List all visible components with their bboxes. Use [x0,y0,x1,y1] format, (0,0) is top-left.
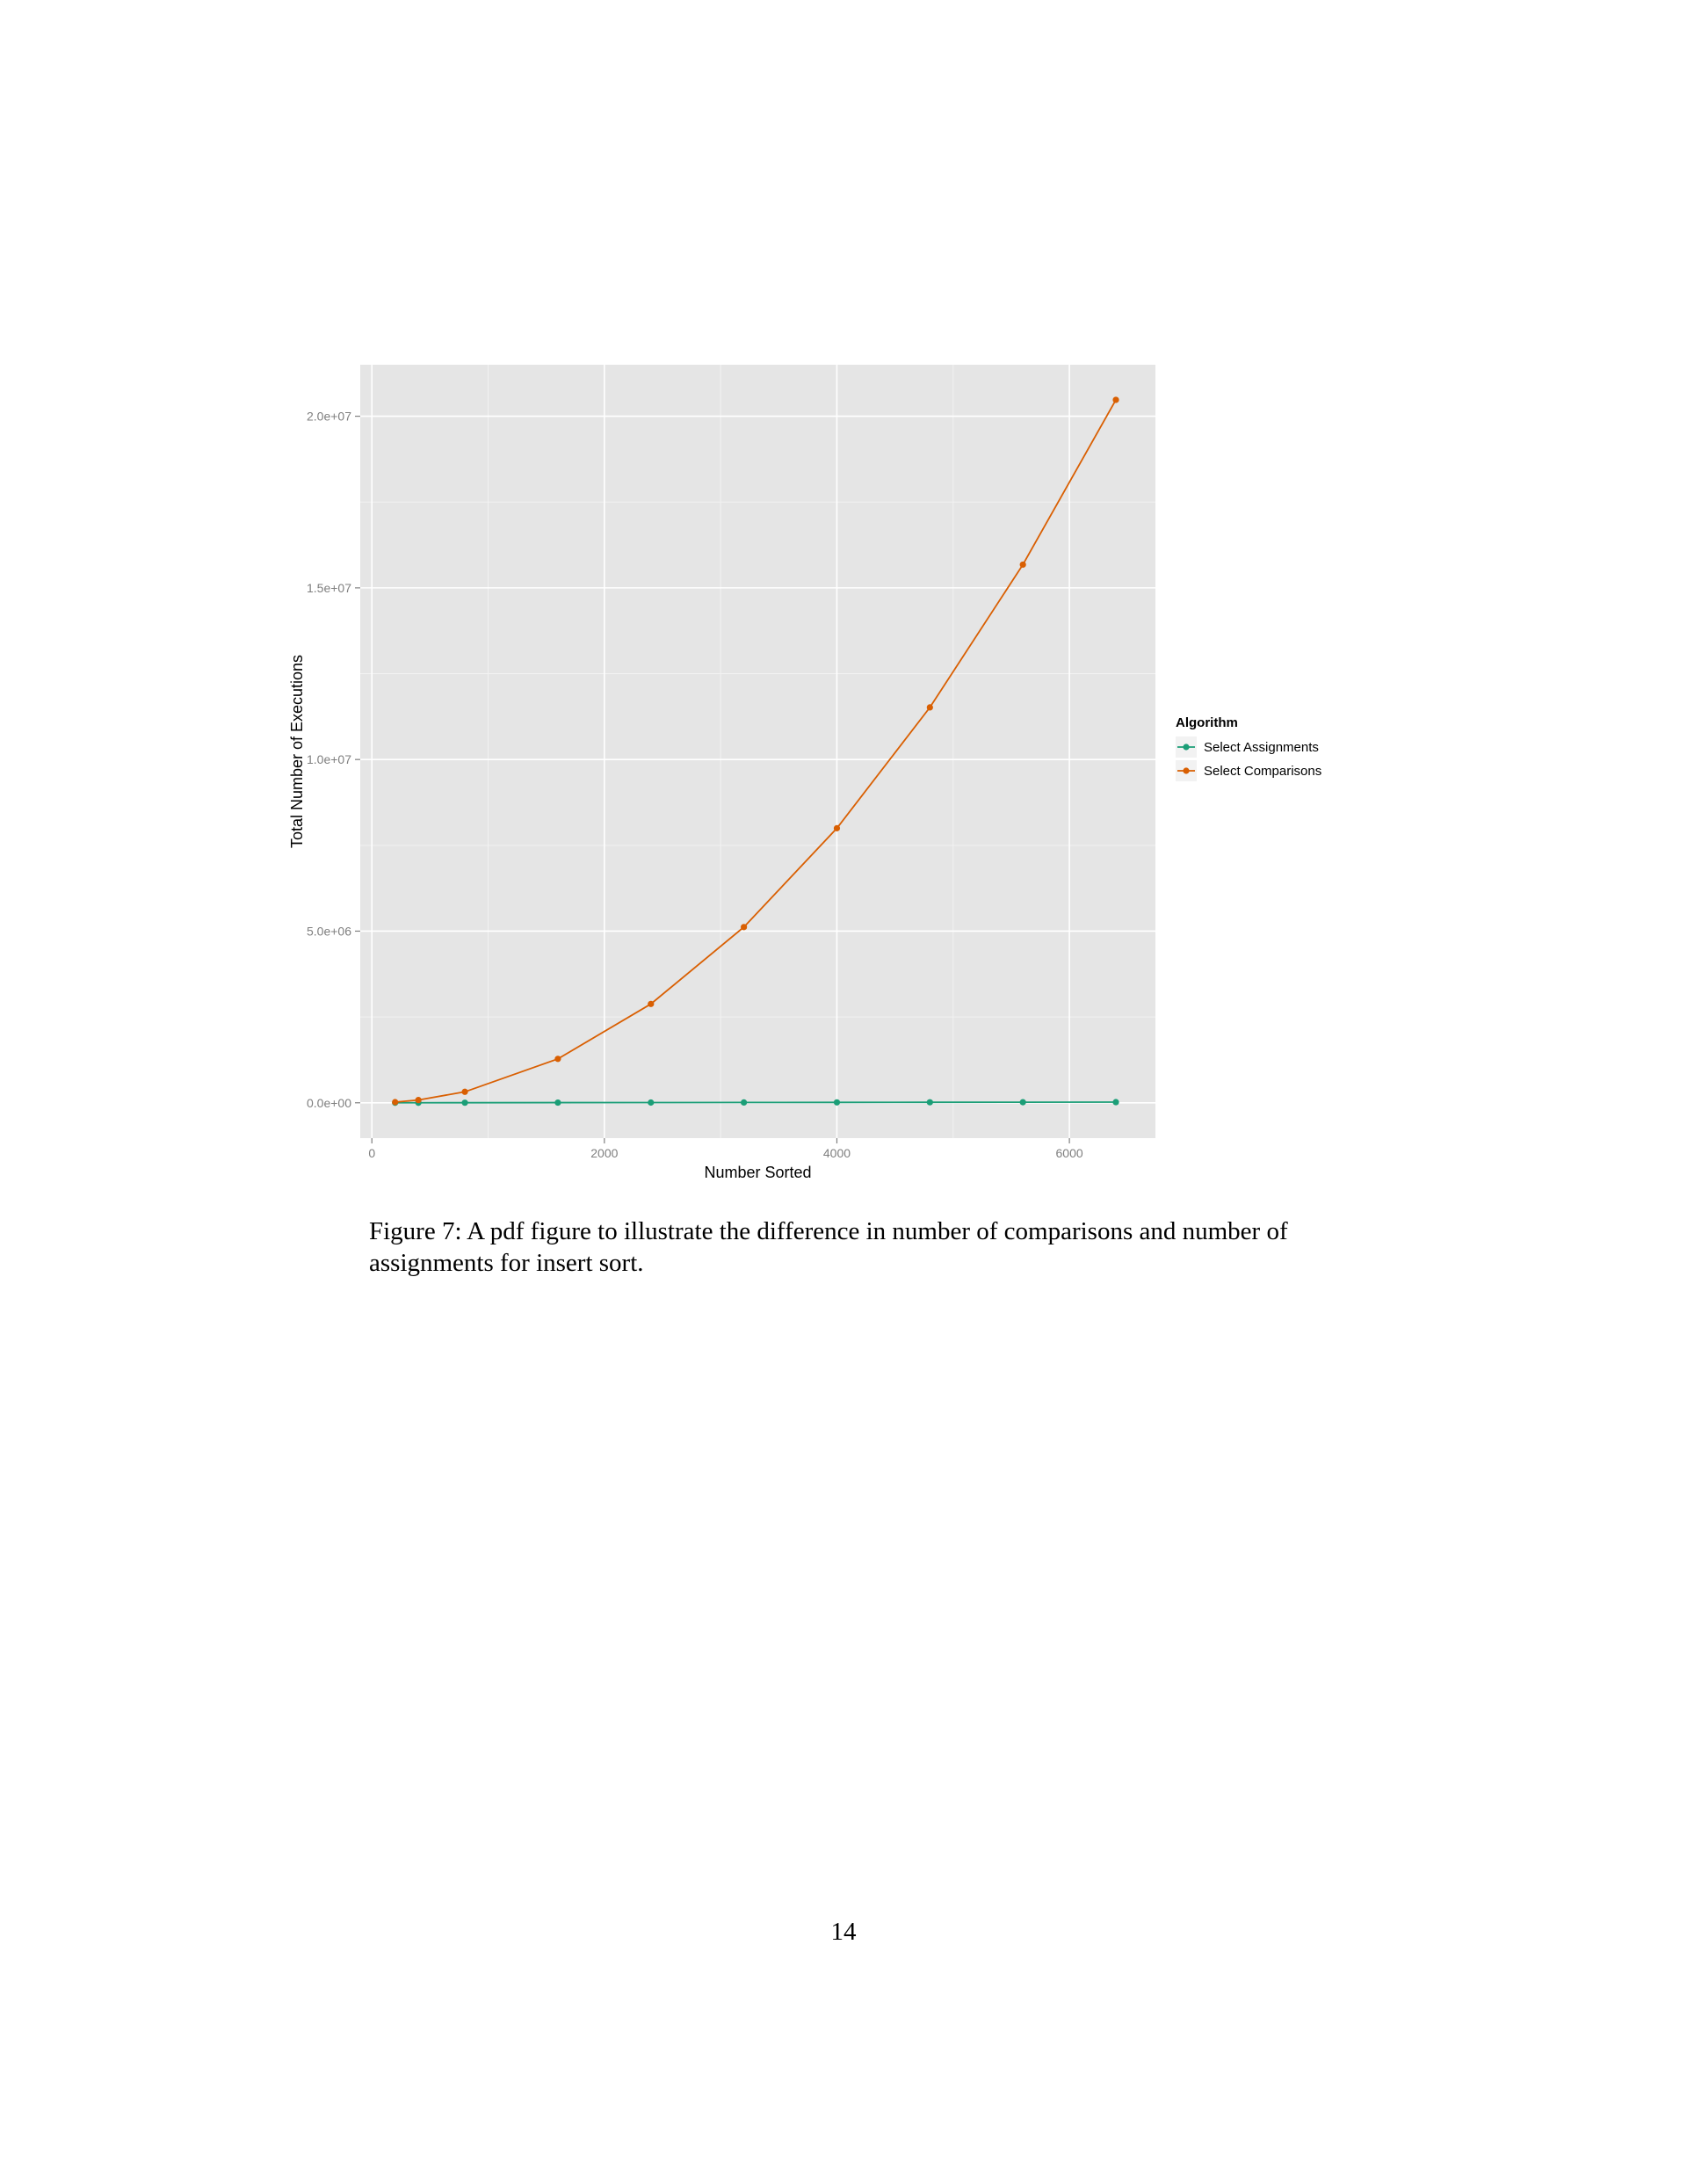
x-axis-title: Number Sorted [704,1164,812,1181]
data-point [461,1099,467,1106]
x-tick-label: 0 [368,1146,376,1160]
x-tick-label: 6000 [1055,1146,1083,1160]
y-tick-label: 2.0e+07 [307,409,351,424]
y-tick-label: 1.5e+07 [307,580,351,595]
data-point [554,1099,561,1106]
data-point [834,1099,840,1106]
data-point [416,1097,422,1103]
data-point [741,924,747,930]
y-tick-label: 5.0e+06 [307,924,351,939]
y-axis-title: Total Number of Executions [288,654,306,849]
data-point [1020,562,1026,568]
y-tick-label: 1.0e+07 [307,752,351,767]
y-axis [307,410,360,1110]
data-point [927,704,933,710]
x-axis [368,1138,1083,1160]
data-point [741,1099,747,1106]
legend-key-point [1183,744,1189,750]
figure-caption: Figure 7: A pdf figure to illustrate the difference in number of comparisons and number of assignments for insert sort. [369,1217,1288,1277]
x-tick-label: 2000 [590,1146,619,1160]
plot-panel [360,365,1155,1138]
data-point [834,825,840,831]
legend-label: Select Comparisons [1204,764,1322,779]
series-line [395,1102,1116,1103]
data-point [392,1099,398,1105]
legend-label: Select Assignments [1204,740,1319,755]
legend-key-point [1183,767,1189,773]
data-point [648,1001,654,1007]
data-point [1112,396,1119,403]
data-point [1112,1099,1119,1105]
data-point [554,1056,561,1062]
data-point [1020,1099,1026,1106]
line-chart [264,347,1371,1191]
legend-title: Algorithm [1176,715,1238,730]
x-tick-label: 4000 [822,1146,851,1160]
data-point [648,1099,654,1106]
page-number: 14 [830,1918,857,1946]
data-point [927,1099,933,1106]
data-point [461,1089,467,1095]
y-tick-label: 0.0e+00 [307,1095,351,1110]
legend [1176,715,1321,781]
